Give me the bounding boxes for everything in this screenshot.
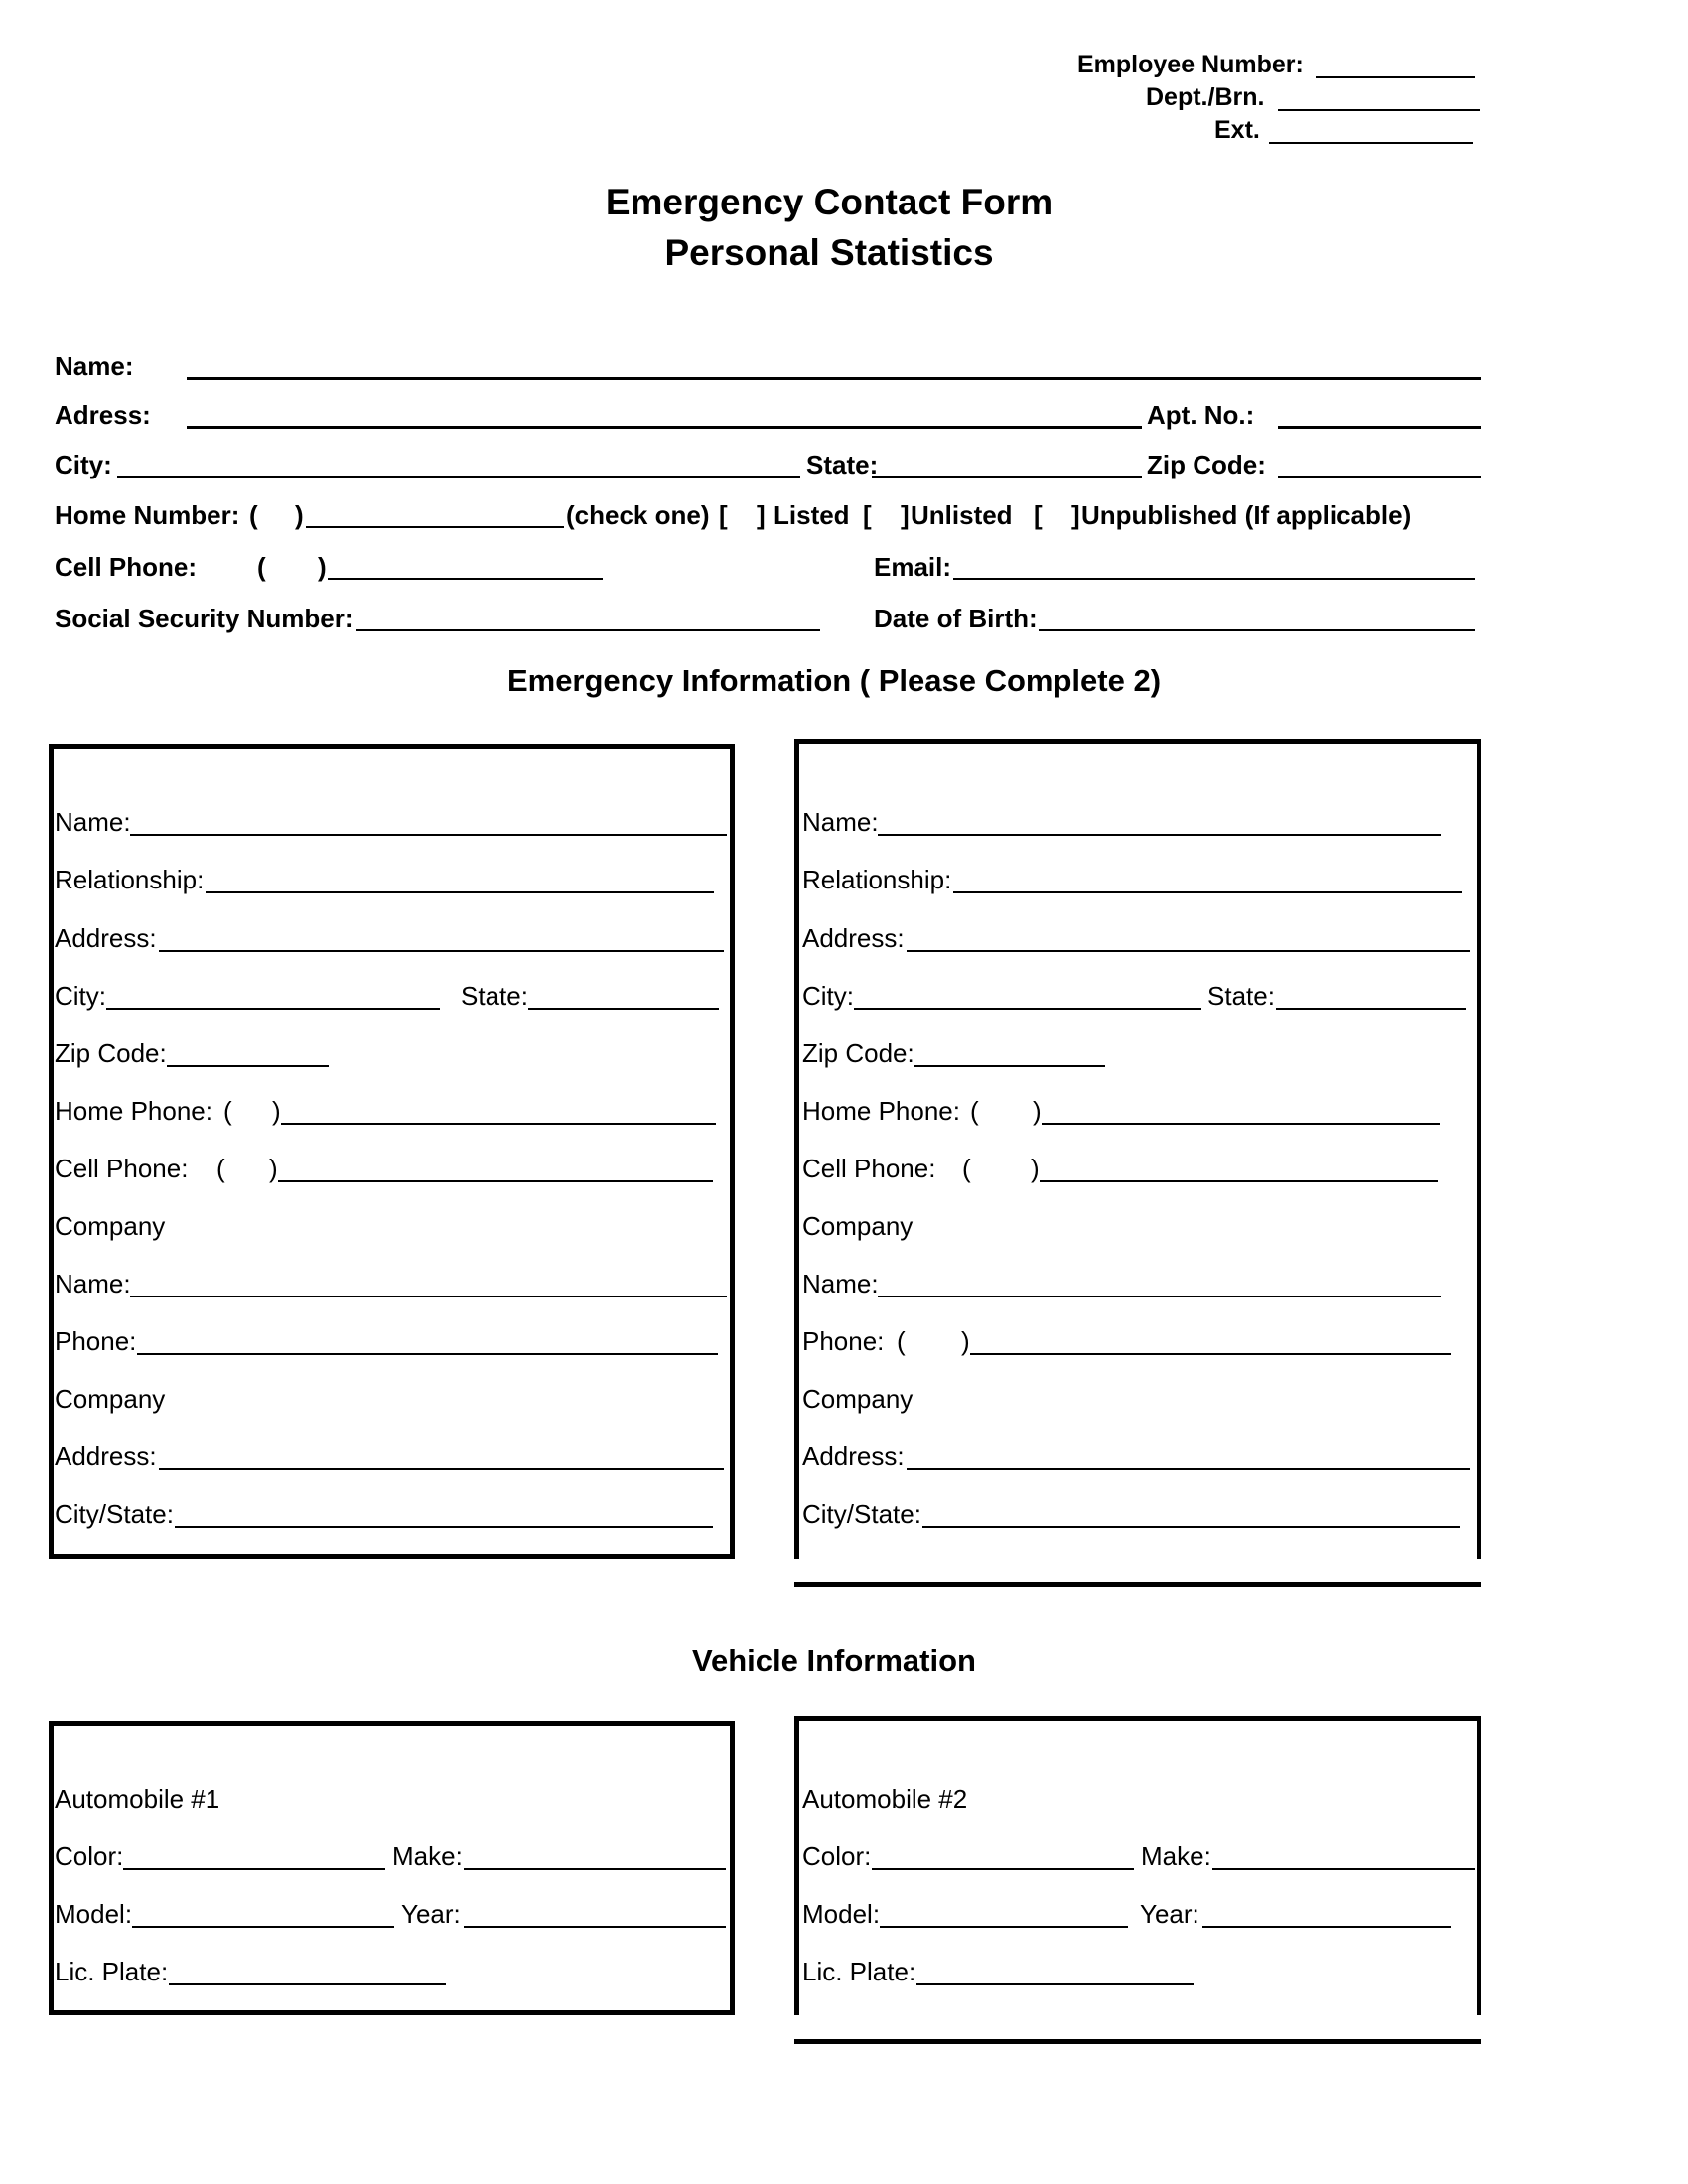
ec1-company2-label: Company — [55, 1384, 166, 1414]
v1-year-label: Year: — [401, 1899, 461, 1929]
ec1-cell-phone-label: Cell Phone: — [55, 1154, 189, 1183]
ec1-cell-phone-field[interactable] — [278, 1180, 713, 1182]
ec1-state-label: State: — [461, 981, 528, 1011]
v2-year-label: Year: — [1140, 1899, 1199, 1929]
v1-year-field[interactable] — [464, 1926, 726, 1928]
v2-plate-label: Lic. Plate: — [802, 1957, 916, 1986]
v2-plate-field[interactable] — [916, 1983, 1194, 1985]
ec2-company-name-field[interactable] — [878, 1296, 1441, 1297]
unlisted-checkbox-close[interactable]: ] — [901, 500, 910, 530]
ec1-company-name-field[interactable] — [130, 1296, 727, 1297]
ec2-address-label: Address: — [802, 923, 905, 953]
cell-phone-label: Cell Phone: — [55, 552, 198, 582]
name-label: Name: — [55, 351, 134, 381]
ec1-name-label: Name: — [55, 807, 131, 837]
ec2-phone-paren-open: ( — [897, 1326, 906, 1356]
ec1-zip-label: Zip Code: — [55, 1038, 167, 1068]
ext-label: Ext. — [1214, 116, 1260, 144]
ec2-home-phone-paren-close: ) — [1033, 1096, 1042, 1126]
ec2-home-phone-paren-open: ( — [970, 1096, 979, 1126]
ec2-city-state-field[interactable] — [922, 1526, 1460, 1528]
vehicle-2-bottom-rule — [794, 2039, 1481, 2044]
v1-make-label: Make: — [392, 1842, 463, 1871]
ec1-cell-phone-paren-open: ( — [216, 1154, 225, 1183]
ec1-home-phone-paren-open: ( — [223, 1096, 232, 1126]
ec2-company-label: Company — [802, 1211, 914, 1241]
ec1-city-state-field[interactable] — [175, 1526, 713, 1528]
v1-model-label: Model: — [55, 1899, 133, 1929]
ec2-company-name-label: Name: — [802, 1269, 879, 1298]
state-field[interactable] — [872, 476, 1142, 478]
ec2-name-label: Name: — [802, 807, 879, 837]
dob-field[interactable] — [1039, 629, 1475, 631]
home-number-field[interactable] — [306, 526, 564, 528]
ec1-address-label: Address: — [55, 923, 157, 953]
cell-phone-field[interactable] — [328, 578, 603, 580]
ec2-phone-label: Phone: — [802, 1326, 885, 1356]
cell-phone-paren-open: ( — [257, 552, 266, 582]
unlisted-label: Unlisted — [911, 500, 1013, 530]
ec1-state-field[interactable] — [528, 1008, 719, 1010]
apt-label: Apt. No.: — [1147, 400, 1255, 430]
v2-year-field[interactable] — [1202, 1926, 1451, 1928]
ec2-cell-phone-field[interactable] — [1040, 1180, 1438, 1182]
ec1-address-field[interactable] — [159, 950, 724, 952]
ec1-company-name-label: Name: — [55, 1269, 131, 1298]
zip-label: Zip Code: — [1147, 450, 1266, 479]
vehicle-heading: Vehicle Information — [692, 1643, 976, 1678]
ec2-city-state-label: City/State: — [802, 1499, 921, 1529]
v2-color-label: Color: — [802, 1842, 872, 1871]
v2-make-label: Make: — [1141, 1842, 1211, 1871]
ec2-company2-label: Company — [802, 1384, 914, 1414]
ec2-relationship-field[interactable] — [953, 891, 1462, 893]
v1-plate-field[interactable] — [169, 1983, 446, 1985]
ec1-relationship-field[interactable] — [206, 891, 714, 893]
employee-number-label: Employee Number: — [1077, 51, 1304, 78]
emergency-contact-2-bottom-rule — [794, 1582, 1481, 1587]
listed-label: Listed — [774, 500, 850, 530]
ec1-city-label: City: — [55, 981, 106, 1011]
ec1-cell-phone-paren-close: ) — [269, 1154, 278, 1183]
form-subtitle: Personal Statistics — [664, 232, 994, 273]
vehicle-1-title: Automobile #1 — [55, 1784, 220, 1814]
ec2-relationship-label: Relationship: — [802, 865, 952, 894]
listed-checkbox-open[interactable]: [ — [719, 500, 728, 530]
home-number-paren-close: ) — [295, 500, 304, 530]
ec2-zip-label: Zip Code: — [802, 1038, 914, 1068]
ec1-company-label: Company — [55, 1211, 166, 1241]
ec2-name-field[interactable] — [878, 834, 1441, 836]
v2-make-field[interactable] — [1212, 1868, 1475, 1870]
ec1-zip-field[interactable] — [167, 1065, 329, 1067]
ec2-zip-field[interactable] — [914, 1065, 1105, 1067]
ec2-city-label: City: — [802, 981, 854, 1011]
ec1-relationship-label: Relationship: — [55, 865, 205, 894]
ec1-company-address-label: Address: — [55, 1441, 157, 1471]
ec2-address-field[interactable] — [907, 950, 1470, 952]
vehicle-2-title: Automobile #2 — [802, 1784, 968, 1814]
ssn-label: Social Security Number: — [55, 604, 353, 633]
v2-model-label: Model: — [802, 1899, 881, 1929]
ec2-company-address-label: Address: — [802, 1441, 905, 1471]
ec1-name-field[interactable] — [130, 834, 727, 836]
dob-label: Date of Birth: — [874, 604, 1038, 633]
ec1-phone-label: Phone: — [55, 1326, 137, 1356]
v1-make-field[interactable] — [464, 1868, 726, 1870]
form-title: Emergency Contact Form — [605, 182, 1054, 222]
city-label: City: — [55, 450, 112, 479]
unpublished-checkbox-close[interactable]: ] — [1071, 500, 1080, 530]
ec2-home-phone-field[interactable] — [1042, 1123, 1440, 1125]
ec2-state-label: State: — [1207, 981, 1275, 1011]
unlisted-checkbox-open[interactable]: [ — [863, 500, 872, 530]
ext-field[interactable] — [1269, 142, 1473, 144]
home-number-paren-open: ( — [249, 500, 258, 530]
ec1-city-state-label: City/State: — [55, 1499, 174, 1529]
ec1-phone-field[interactable] — [137, 1353, 718, 1355]
email-field[interactable] — [953, 578, 1475, 580]
v1-plate-label: Lic. Plate: — [55, 1957, 169, 1986]
ec1-home-phone-label: Home Phone: — [55, 1096, 212, 1126]
address-label: Adress: — [55, 400, 151, 430]
dept-field[interactable] — [1278, 109, 1480, 111]
listed-checkbox-close[interactable]: ] — [757, 500, 766, 530]
ec1-home-phone-paren-close: ) — [272, 1096, 281, 1126]
ec1-home-phone-field[interactable] — [281, 1123, 716, 1125]
home-number-label: Home Number: — [55, 500, 240, 530]
employee-number-field[interactable] — [1316, 76, 1475, 78]
check-one-label: (check one) — [566, 500, 710, 530]
apt-field[interactable] — [1278, 426, 1481, 429]
cell-phone-paren-close: ) — [318, 552, 327, 582]
ec2-cell-phone-paren-open: ( — [962, 1154, 971, 1183]
ec2-phone-paren-close: ) — [961, 1326, 970, 1356]
ec1-company-address-field[interactable] — [159, 1468, 724, 1470]
unpublished-checkbox-open[interactable]: [ — [1034, 500, 1043, 530]
zip-field[interactable] — [1278, 476, 1481, 478]
v2-model-field[interactable] — [880, 1926, 1128, 1928]
unpublished-label: Unpublished (If applicable) — [1081, 500, 1412, 530]
ec2-state-field[interactable] — [1276, 1008, 1466, 1010]
ec1-city-field[interactable] — [106, 1008, 440, 1010]
emergency-contact-2-box — [794, 739, 1481, 1559]
v1-color-label: Color: — [55, 1842, 124, 1871]
address-field[interactable] — [187, 426, 1142, 429]
ec2-cell-phone-label: Cell Phone: — [802, 1154, 936, 1183]
v1-model-field[interactable] — [132, 1926, 394, 1928]
v2-color-field[interactable] — [872, 1868, 1134, 1870]
ec2-home-phone-label: Home Phone: — [802, 1096, 960, 1126]
state-label: State: — [806, 450, 879, 479]
ec2-city-field[interactable] — [854, 1008, 1201, 1010]
ssn-field[interactable] — [356, 629, 820, 631]
emergency-heading: Emergency Information ( Please Complete 2) — [506, 663, 1162, 698]
v1-color-field[interactable] — [123, 1868, 385, 1870]
ec2-cell-phone-paren-close: ) — [1031, 1154, 1040, 1183]
name-field[interactable] — [187, 377, 1481, 380]
email-label: Email: — [874, 552, 952, 582]
ec2-company-address-field[interactable] — [907, 1468, 1470, 1470]
city-field[interactable] — [117, 476, 800, 478]
ec2-phone-field[interactable] — [970, 1353, 1451, 1355]
dept-label: Dept./Brn. — [1146, 83, 1265, 111]
